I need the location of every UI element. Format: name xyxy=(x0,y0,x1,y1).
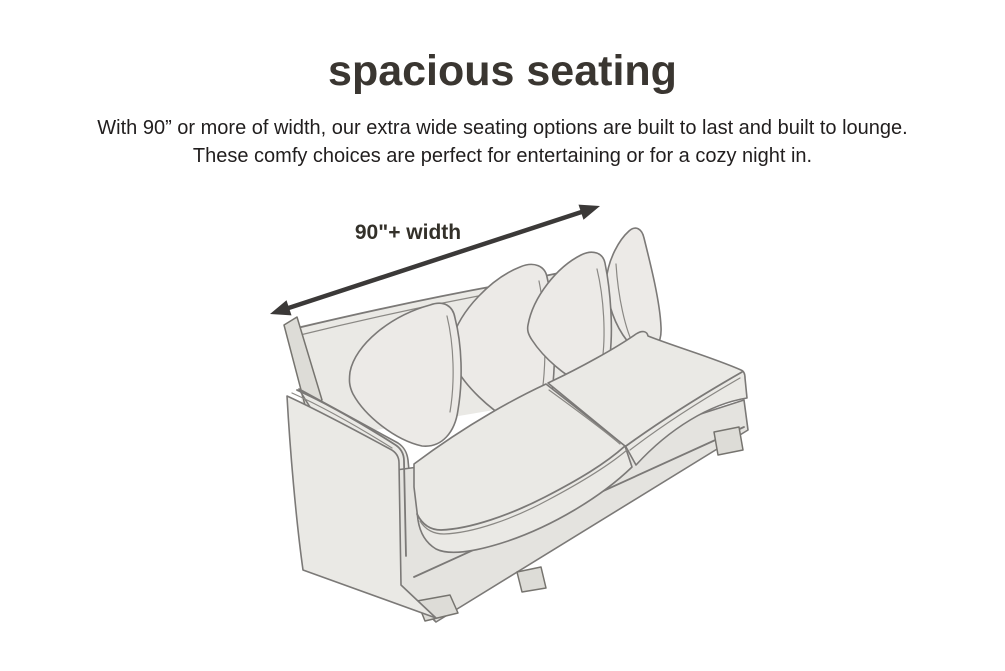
description-line-1: With 90” or more of width, our extra wide seating options are built to last and built to lounge. xyxy=(97,117,908,139)
dimension-arrowhead-right xyxy=(579,205,601,220)
sofa-foot-right xyxy=(714,427,743,455)
dimension-label: 90"+ width xyxy=(354,221,462,244)
dimension-arrowhead-left xyxy=(270,300,292,315)
page-title: spacious seating xyxy=(328,47,677,95)
sofa-foot-middle xyxy=(517,567,546,592)
description-line-2: These comfy choices are perfect for entertaining or for a cozy night in. xyxy=(192,145,813,167)
